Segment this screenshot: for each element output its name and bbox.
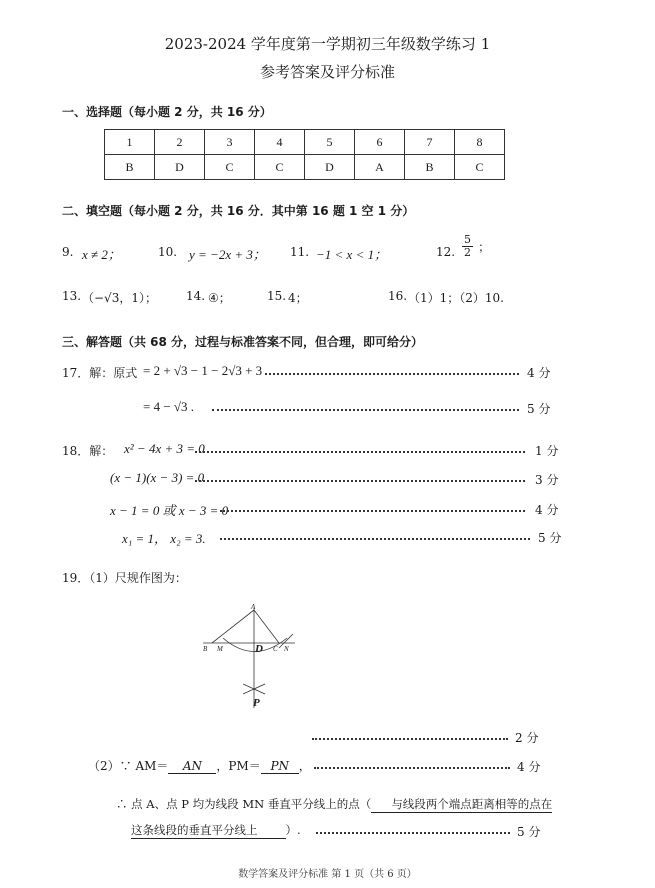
q14-number: 14. [186,289,206,303]
q19-conclusion-suffix: ）. [285,823,301,837]
q12-number: 12. [436,245,456,259]
q18-line4: x₁ = 1， x₂ = 3. [122,531,206,546]
q19-score2: 4 分 [517,760,541,774]
fraction-numerator: 5 [464,233,471,246]
q19-score3: 5 分 [517,825,541,839]
q19-part1: 19．（1）尺规作图为： [62,571,187,585]
q12-answer [462,234,490,259]
fraction [462,234,473,259]
question-number-cell: 4 [255,130,305,155]
question-number-cell: 2 [155,130,205,155]
q11-answer: −1 < x < 1； [316,247,388,262]
q13-answer: （−√3，1）； [82,291,157,305]
answer-cell: B [105,155,155,180]
q17-line1: = 2 + √3 − 1 − 2√3 + 3 [143,363,263,378]
q18-score4: 5 分 [538,531,562,545]
answer-table-answers-row [105,155,505,180]
dot-leader [220,538,530,540]
q19-conclusion [116,796,552,813]
q19-score-figure: 2 分 [515,731,539,745]
dot-leader [314,767,510,769]
q15-answer: 4； [288,291,308,305]
segment-ab [212,610,254,643]
page-footer: 数学答案及评分标准 第 1 页（共 6 页） [238,869,417,880]
q18-score3: 4 分 [535,503,559,517]
dot-leader [265,373,519,375]
answer-cell: A [355,155,405,180]
question-number-cell: 8 [455,130,505,155]
q19-part2-prefix: （2）∵ AM＝ [88,759,169,773]
q13-number: 13. [62,289,82,303]
answer-cell: C [455,155,505,180]
question-number-cell: 6 [355,130,405,155]
construction-figure [195,600,310,715]
q17-line2: = 4 − √3 . [143,399,195,414]
q17-label: 17．解：原式 [62,366,138,380]
answer-table-numbers-row [105,130,505,155]
question-number-cell: 7 [405,130,455,155]
question-number-cell: 5 [305,130,355,155]
section2-heading: 二、填空题（每小题 2 分，共 16 分．其中第 16 题 1 空 1 分） [62,204,415,218]
q18-label: 18．解： [62,444,114,458]
label-n: N [284,645,289,653]
reason-line2: 这条线段的垂直平分线上 [131,822,286,839]
answer-cell: C [255,155,305,180]
q19-part2 [88,757,311,774]
q19-conclusion-cont [131,822,301,839]
q19-part2-suffix: ， [298,759,311,773]
document-title: 2023-2024 学年度第一学期初三年级数学练习 1 [164,35,491,53]
q15-number: 15. [267,289,287,303]
q19-conclusion-prefix: ∴ 点 A、点 P 均为线段 MN 垂直平分线上的点（ [116,797,372,811]
dot-leader [195,480,525,482]
dot-leader [312,738,508,740]
q19-part2-mid: ，PM＝ [216,759,261,773]
label-c: C [273,645,278,653]
fraction-denominator: 2 [464,246,471,259]
blank-an: AN [168,759,216,774]
answer-table [104,129,505,180]
dot-leader [212,409,519,411]
answer-cell: C [205,155,255,180]
q17-score2: 5 分 [527,402,551,416]
q16-answer: （1）1；（2）10. [408,291,504,305]
q9-answer: x ≠ 2； [82,247,121,262]
q18-score2: 3 分 [535,473,559,487]
label-a: A [251,603,256,611]
question-number-cell: 3 [205,130,255,155]
answer-cell: B [405,155,455,180]
q18-line3: x − 1 = 0 或 x − 3 = 0 [110,503,229,518]
label-d: D [255,643,263,655]
section1-heading: 一、选择题（每小题 2 分，共 16 分） [62,105,272,119]
q16-number: 16. [388,289,408,303]
q10-answer: y = −2x + 3； [189,247,266,262]
q18-line1: x² − 4x + 3 = 0 [124,441,205,456]
dot-leader [220,510,525,512]
q18-line2: (x − 1)(x − 3) = 0 [110,470,205,485]
label-b: B [203,645,208,653]
answer-cell: D [305,155,355,180]
q11-number: 11. [290,245,310,259]
q10-number: 10. [158,245,178,259]
segment-ac [254,610,279,643]
question-number-cell: 1 [105,130,155,155]
q9-number: 9. [62,245,74,259]
blank-pn: PN [261,759,299,774]
label-m: M [217,645,223,653]
q14-answer: ④； [208,291,231,305]
dot-leader [195,451,525,453]
label-p: P [253,697,260,709]
q18-score1: 1 分 [535,444,559,458]
q12-suffix: ； [478,240,491,254]
section3-heading: 三、解答题（共 68 分，过程与标准答案不同，但合理，即可给分） [62,335,424,349]
q17-score1: 4 分 [527,366,551,380]
document-subtitle: 参考答案及评分标准 [259,63,395,81]
dot-leader [316,832,510,834]
answer-cell: D [155,155,205,180]
reason-line1: 与线段两个端点距离相等的点在 [371,796,552,813]
